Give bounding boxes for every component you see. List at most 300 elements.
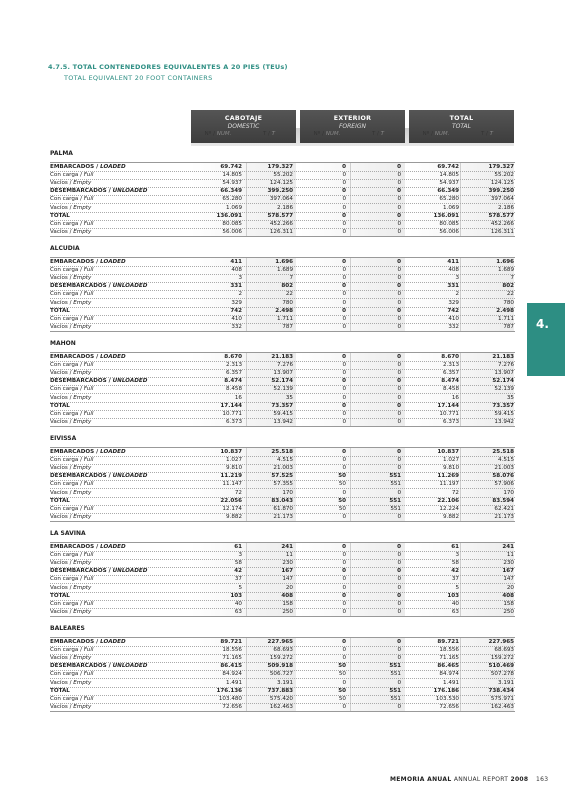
table-cell: 58 (451, 560, 459, 567)
table-cell: 7 (510, 275, 514, 282)
table-cell: 0 (397, 576, 401, 583)
row-label: DESEMBARCADOS / UNLOADED (50, 663, 148, 670)
table-row (50, 448, 515, 456)
table-cell: 69.742 (437, 164, 459, 170)
table-cell: 787 (503, 323, 514, 330)
table-cell: 0 (397, 307, 401, 314)
header-foreign-es: EXTERIOR (333, 115, 372, 122)
row-label: Con carga / Full (50, 695, 94, 702)
row-label: Vacíos / Empty (50, 275, 92, 282)
table-cell: 1.491 (442, 679, 459, 686)
table-cell: 575.971 (490, 695, 514, 702)
table-row (50, 377, 515, 385)
table-cell: 7 (289, 275, 293, 282)
table-cell: 21.173 (273, 513, 293, 520)
row-label: Con carga / Full (50, 410, 94, 417)
col-header-num: Nº / NUM. (422, 131, 450, 137)
table-row (50, 662, 515, 670)
table-cell: 68.693 (273, 647, 293, 654)
chapter-number: 4. (536, 317, 549, 331)
table-cell: 8.458 (442, 386, 459, 393)
row-label: Con carga / Full (50, 671, 94, 678)
table-row (50, 187, 515, 195)
row-label: EMBARCADOS / LOADED (50, 544, 126, 550)
section-title: EIVISSA (50, 435, 77, 442)
section-title: ALCUDIA (50, 245, 80, 252)
table-cell: 84.974 (439, 671, 459, 678)
row-label: EMBARCADOS / LOADED (50, 639, 126, 645)
table-row (50, 258, 515, 266)
table-row (50, 505, 515, 513)
table-cell: 159.272 (269, 655, 293, 662)
table-cell: 11.197 (439, 481, 459, 488)
table-cell: 0 (397, 196, 401, 203)
table-cell: 1.696 (275, 259, 293, 265)
table-cell: 167 (281, 568, 293, 575)
table-cell: 0 (397, 378, 401, 385)
row-label: Con carga / Full (50, 172, 94, 179)
table-cell: 0 (342, 679, 346, 686)
table-cell: 1.027 (225, 457, 242, 464)
row-label: Vacíos / Empty (50, 608, 92, 615)
table-cell: 50 (338, 505, 346, 512)
table-cell: 0 (342, 299, 346, 306)
table-cell: 11.269 (437, 473, 459, 480)
table-cell: 0 (397, 275, 401, 282)
table-cell: 86.465 (437, 663, 459, 670)
table-cell: 0 (342, 544, 346, 550)
table-cell: 83.594 (492, 497, 514, 504)
table-cell: 86.415 (220, 663, 242, 670)
table-cell: 399.250 (488, 188, 514, 195)
table-cell: 13.942 (273, 418, 293, 425)
table-cell: 71.165 (222, 655, 242, 662)
chapter-tab (527, 303, 565, 376)
table-cell: 802 (281, 283, 293, 290)
table-cell: 66.349 (437, 188, 459, 195)
table-cell: 0 (342, 410, 346, 417)
table-cell: 56.006 (439, 228, 459, 235)
table-cell: 331 (447, 283, 459, 290)
row-label: TOTAL (50, 307, 70, 314)
table-row (50, 307, 515, 315)
table-cell: 0 (397, 600, 401, 607)
table-cell: 162.463 (269, 703, 293, 710)
row-label: Con carga / Full (50, 196, 94, 203)
table-cell: 18.556 (439, 647, 459, 654)
table-cell: 0 (397, 449, 401, 455)
table-cell: 58 (234, 560, 242, 567)
table-cell: 0 (397, 639, 401, 645)
row-label: Vacíos / Empty (50, 180, 92, 187)
table-cell: 8.458 (225, 386, 242, 393)
table-cell: 331 (230, 283, 242, 290)
table-cell: 18.556 (222, 647, 242, 654)
page-number: 163 (536, 776, 549, 783)
table-cell: 176.136 (216, 687, 242, 694)
table-cell: 0 (397, 394, 401, 401)
table-cell: 89.721 (437, 639, 459, 645)
table-cell: 25.518 (271, 449, 293, 455)
table-cell: 3 (238, 552, 242, 559)
table-cell: 551 (389, 473, 401, 480)
table-cell: 10.837 (437, 449, 459, 455)
table-cell: 0 (342, 212, 346, 219)
table-cell: 5 (455, 584, 459, 591)
row-label: Con carga / Full (50, 267, 94, 274)
table-cell: 12.174 (222, 505, 242, 512)
table-cell: 37 (451, 576, 459, 583)
row-label: Con carga / Full (50, 505, 94, 512)
table-row (50, 567, 515, 575)
table-cell: 35 (285, 394, 293, 401)
table-row (50, 464, 515, 472)
table-cell: 8.670 (224, 354, 242, 360)
table-row (50, 695, 515, 703)
table-cell: 0 (397, 370, 401, 377)
table-cell: 7.276 (276, 362, 293, 369)
table-row (50, 369, 515, 377)
table-cell: 780 (282, 299, 293, 306)
table-cell: 72 (234, 489, 242, 496)
table-cell: 551 (389, 497, 401, 504)
table-cell: 551 (390, 695, 401, 702)
row-label: TOTAL (50, 212, 70, 219)
table-cell: 0 (342, 196, 346, 203)
table-cell: 103 (230, 592, 242, 599)
table-cell: 65.280 (222, 196, 242, 203)
table-cell: 0 (397, 291, 401, 298)
table-row (50, 513, 515, 521)
table-cell: 55.202 (494, 172, 514, 179)
table-cell: 126.311 (490, 228, 514, 235)
table-cell: 7.276 (497, 362, 514, 369)
section-bottom-rule (50, 616, 515, 617)
row-label: Vacíos / Empty (50, 560, 92, 567)
row-label: Con carga / Full (50, 457, 94, 464)
col-header-t: T / T (262, 131, 276, 137)
table-cell: 0 (342, 489, 346, 496)
table-row (50, 266, 515, 274)
row-label: Vacíos / Empty (50, 370, 92, 377)
table-cell: 250 (503, 608, 514, 615)
table-row (50, 282, 515, 290)
table-cell: 0 (342, 267, 346, 274)
table-cell: 241 (281, 544, 293, 550)
table-cell: 0 (397, 655, 401, 662)
table-cell: 22 (506, 291, 514, 298)
table-cell: 0 (397, 267, 401, 274)
table-cell: 20 (285, 584, 293, 591)
table-row (50, 480, 515, 488)
row-label: Con carga / Full (50, 315, 94, 322)
table-cell: 72.656 (222, 703, 242, 710)
table-cell: 61.870 (273, 505, 293, 512)
header-total-en: TOTAL (452, 123, 471, 130)
table-cell: 11 (285, 552, 293, 559)
footer-report-es: MEMORIA ANUAL (390, 776, 454, 783)
table-row (50, 687, 515, 695)
table-row (50, 646, 515, 654)
section-bottom-rule (50, 426, 515, 427)
table-cell: 0 (342, 608, 346, 615)
table-cell: 1.689 (276, 267, 293, 274)
table-cell: 8.474 (441, 378, 459, 385)
section-bottom-rule (50, 711, 515, 712)
section-bottom-rule (50, 521, 515, 522)
table-cell: 1.696 (496, 259, 514, 265)
table-cell: 0 (342, 323, 346, 330)
row-label: Vacíos / Empty (50, 204, 92, 211)
table-cell: 0 (397, 457, 401, 464)
table-cell: 0 (397, 584, 401, 591)
table-cell: 0 (342, 465, 346, 472)
table-cell: 2.186 (497, 204, 514, 211)
table-cell: 103.480 (218, 695, 242, 702)
table-cell: 578.577 (488, 212, 514, 219)
table-cell: 21.183 (492, 354, 514, 360)
table-cell: 8.670 (441, 354, 459, 360)
row-label: EMBARCADOS / LOADED (50, 164, 126, 170)
table-cell: 13.942 (494, 418, 514, 425)
table-cell: 0 (397, 172, 401, 179)
table-row (50, 179, 515, 187)
table-cell: 802 (502, 283, 514, 290)
table-cell: 408 (231, 267, 242, 274)
table-cell: 84.924 (222, 671, 242, 678)
table-cell: 13.907 (494, 370, 514, 377)
table-cell: 0 (397, 323, 401, 330)
table-cell: 6.373 (225, 418, 242, 425)
table-cell: 11 (506, 552, 514, 559)
table-cell: 14.805 (439, 172, 459, 179)
row-label: Vacíos / Empty (50, 228, 92, 235)
row-label: Con carga / Full (50, 576, 94, 583)
table-cell: 738.434 (488, 687, 514, 694)
table-row (50, 171, 515, 179)
table-cell: 578.577 (267, 212, 293, 219)
table-cell: 408 (502, 592, 514, 599)
table-cell: 21.183 (271, 354, 293, 360)
table-cell: 0 (397, 489, 401, 496)
table-row (50, 228, 515, 236)
table-row (50, 489, 515, 497)
table-cell: 332 (448, 323, 459, 330)
table-cell: 22 (285, 291, 293, 298)
table-cell: 42 (234, 568, 242, 575)
table-cell: 329 (448, 299, 459, 306)
table-cell: 397.064 (269, 196, 293, 203)
row-label: Vacíos / Empty (50, 323, 92, 330)
table-cell: 0 (397, 362, 401, 369)
table-cell: 0 (342, 354, 346, 360)
table-cell: 0 (342, 362, 346, 369)
table-row (50, 703, 515, 711)
table-cell: 10.771 (439, 410, 459, 417)
table-row (50, 195, 515, 203)
table-cell: 411 (230, 259, 242, 265)
table-cell: 0 (342, 188, 346, 195)
row-label: Vacíos / Empty (50, 513, 92, 520)
table-row (50, 274, 515, 282)
table-cell: 2.498 (496, 307, 514, 314)
table-cell: 0 (397, 410, 401, 417)
table-cell: 4.515 (276, 457, 293, 464)
table-cell: 9.810 (442, 465, 459, 472)
table-cell: 3 (238, 275, 242, 282)
table-cell: 399.250 (267, 188, 293, 195)
section-title: BALEARES (50, 625, 85, 632)
footer-report-en: ANNUAL REPORT (453, 776, 511, 783)
table-cell: 408 (448, 267, 459, 274)
table-cell: 72 (451, 489, 459, 496)
table-row (50, 600, 515, 608)
table-row (50, 679, 515, 687)
table-cell: 42 (451, 568, 459, 575)
row-label: Con carga / Full (50, 291, 94, 298)
table-cell: 506.727 (269, 671, 293, 678)
table-cell: 0 (342, 560, 346, 567)
row-label: EMBARCADOS / LOADED (50, 259, 126, 265)
table-cell: 787 (282, 323, 293, 330)
table-cell: 2 (455, 291, 459, 298)
table-cell: 0 (342, 418, 346, 425)
table-cell: 241 (502, 544, 514, 550)
table-cell: 71.165 (439, 655, 459, 662)
row-label: Con carga / Full (50, 481, 94, 488)
table-cell: 170 (503, 489, 514, 496)
table-cell: 0 (397, 679, 401, 686)
table-row (50, 204, 515, 212)
table-row (50, 551, 515, 559)
table-cell: 0 (342, 394, 346, 401)
table-row (50, 575, 515, 583)
table-cell: 0 (342, 576, 346, 583)
table-cell: 0 (342, 386, 346, 393)
footer-year: 2008 (510, 776, 529, 783)
table-cell: 0 (342, 402, 346, 409)
table-cell: 0 (342, 275, 346, 282)
table-cell: 83.043 (271, 497, 293, 504)
header-domestic-es: CABOTAJE (224, 115, 263, 122)
table-cell: 0 (397, 568, 401, 575)
row-label: DESEMBARCADOS / UNLOADED (50, 473, 148, 480)
table-cell: 61 (234, 544, 242, 550)
table-row (50, 385, 515, 393)
table-cell: 66.349 (220, 188, 242, 195)
table-row (50, 559, 515, 567)
table-cell: 0 (342, 172, 346, 179)
table-cell: 10.771 (222, 410, 242, 417)
header-total (409, 110, 514, 143)
row-label: Vacíos / Empty (50, 703, 92, 710)
table-cell: 0 (342, 307, 346, 314)
table-cell: 0 (397, 418, 401, 425)
row-label: Vacíos / Empty (50, 655, 92, 662)
table-cell: 103 (447, 592, 459, 599)
table-row (50, 543, 515, 551)
section-title: LA SAVINA (50, 530, 86, 537)
table-cell: 329 (231, 299, 242, 306)
table-cell: 11.147 (222, 481, 242, 488)
table-row (50, 584, 515, 592)
table-cell: 9.882 (225, 513, 242, 520)
table-cell: 162.463 (490, 703, 514, 710)
table-cell: 0 (342, 584, 346, 591)
table-cell: 147 (282, 576, 293, 583)
page-footer (390, 776, 549, 783)
table-cell: 52.139 (494, 386, 514, 393)
row-label: Con carga / Full (50, 647, 94, 654)
table-cell: 170 (282, 489, 293, 496)
table-cell: 50 (338, 481, 346, 488)
table-title-es: 4.7.5. TOTAL CONTENEDORES EQUIVALENTES A 20 PIES (TEUs) (48, 63, 288, 71)
row-label: Con carga / Full (50, 600, 94, 607)
table-cell: 159.272 (490, 655, 514, 662)
table-cell: 124.125 (269, 180, 293, 187)
table-cell: 54.937 (222, 180, 242, 187)
table-cell: 6.373 (442, 418, 459, 425)
table-cell: 742 (447, 307, 459, 314)
table-cell: 0 (397, 544, 401, 550)
table-cell: 57.906 (494, 481, 514, 488)
table-cell: 89.721 (220, 639, 242, 645)
table-cell: 1.711 (497, 315, 514, 322)
table-row (50, 394, 515, 402)
table-cell: 9.810 (225, 465, 242, 472)
table-cell: 50 (338, 473, 346, 480)
table-cell: 250 (282, 608, 293, 615)
section-title: MAHON (50, 340, 76, 347)
header-domestic-en: DOMESTIC (227, 123, 260, 130)
table-cell: 6.357 (225, 370, 242, 377)
row-label: Vacíos / Empty (50, 679, 92, 686)
table-cell: 227.965 (267, 639, 293, 645)
table-cell: 0 (397, 354, 401, 360)
row-label: Con carga / Full (50, 552, 94, 559)
table-row (50, 299, 515, 307)
table-cell: 0 (397, 703, 401, 710)
table-cell: 54.937 (439, 180, 459, 187)
table-cell: 0 (397, 220, 401, 227)
table-cell: 0 (397, 386, 401, 393)
row-label: TOTAL (50, 402, 70, 409)
table-cell: 0 (342, 457, 346, 464)
row-label: Con carga / Full (50, 220, 94, 227)
table-cell: 0 (397, 259, 401, 265)
table-cell: 737.883 (267, 687, 293, 694)
table-cell: 452.266 (490, 220, 514, 227)
table-cell: 62.421 (494, 505, 514, 512)
row-label: Con carga / Full (50, 362, 94, 369)
table-cell: 0 (342, 568, 346, 575)
col-header-num: Nº / NUM. (313, 131, 341, 137)
table-cell: 20 (506, 584, 514, 591)
row-label: DESEMBARCADOS / UNLOADED (50, 283, 148, 290)
table-cell: 551 (389, 687, 401, 694)
table-cell: 0 (342, 378, 346, 385)
table-cell: 0 (397, 592, 401, 599)
row-label: TOTAL (50, 687, 70, 694)
table-cell: 0 (397, 402, 401, 409)
table-row (50, 353, 515, 361)
table-cell: 332 (231, 323, 242, 330)
table-cell: 50 (338, 663, 346, 670)
header-total-es: TOTAL (449, 115, 474, 122)
table-cell: 59.415 (273, 410, 293, 417)
table-cell: 52.139 (273, 386, 293, 393)
table-row (50, 361, 515, 369)
